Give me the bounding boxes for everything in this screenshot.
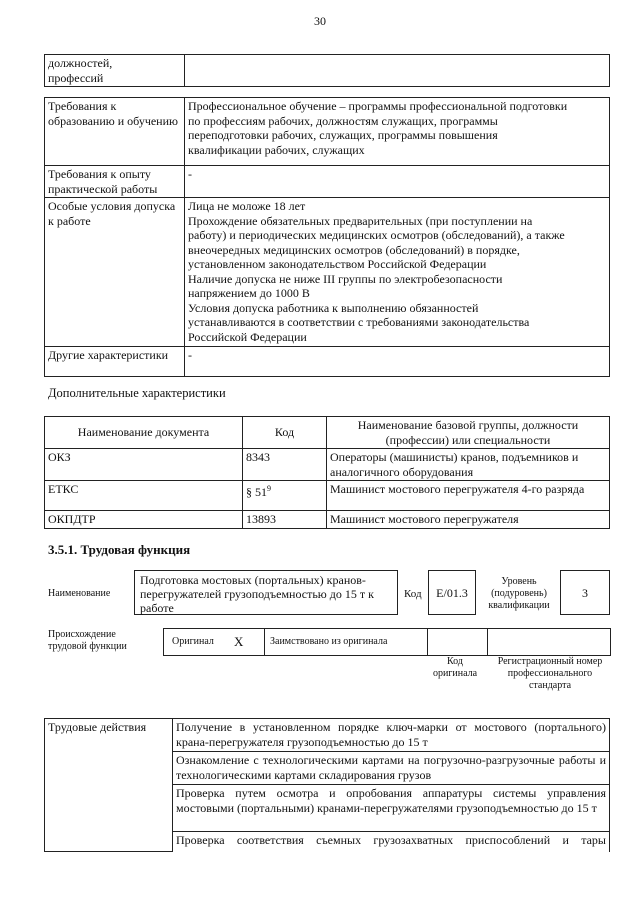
req-education-value — [185, 98, 610, 166]
table-row-code: § 51 — [246, 485, 267, 499]
action-item: Получение в установленном порядке ключ-марки от мостового (портального) крана-перегружателя грузоподъемностью до 15 т — [173, 719, 610, 752]
req-other-value: - — [185, 347, 610, 377]
req-special-label: Особые условия допуска к работе — [45, 198, 185, 347]
req-line: Российской Федерации — [188, 329, 307, 344]
additional-heading: Дополнительные характеристики — [48, 386, 226, 400]
req-experience-label: Требования к опыту практической работы — [45, 166, 185, 198]
additional-table — [44, 416, 610, 529]
code-value: E/01.3 — [436, 586, 468, 600]
code-value-box — [428, 570, 476, 615]
action-item: Проверка соответствия съемных грузозахватных приспособлений и тары — [173, 832, 610, 852]
code-label: Код — [404, 588, 422, 600]
req-line: Условия допуска работника к выполнению обязанностей — [188, 300, 479, 315]
req-line: работу) и периодических медицинских осмотров (обследований), а также — [188, 228, 565, 242]
name-value-box — [134, 570, 398, 615]
req-line: установленном законодательством Российской Федерации — [188, 257, 487, 271]
name-value: Подготовка мостовых (портальных) кранов-перегружателей грузоподъемностью до 15 т к работе — [140, 573, 374, 615]
name-label: Наименование — [48, 588, 111, 599]
borrowed-label: Заимствовано из оригинала — [270, 636, 388, 647]
table-row-name: Машинист мостового перегружателя — [327, 511, 610, 529]
level-value: 3 — [582, 586, 588, 600]
req-line: напряжением до 1000 В — [188, 286, 310, 300]
req-education-label: Требования к образованию и обучению — [45, 98, 185, 166]
req-line: по профессиям рабочих, должностям служащих, программы — [188, 113, 498, 128]
top-continuation-table — [44, 54, 610, 87]
top-table-right-cell — [185, 55, 610, 87]
table-row-doc: ОКЗ — [45, 449, 243, 481]
original-label: Оригинал — [172, 636, 214, 647]
req-other-label: Другие характеристики — [45, 347, 185, 377]
requirements-table — [44, 97, 610, 377]
origin-box — [163, 628, 611, 656]
table-row-doc: ОКПДТР — [45, 511, 243, 529]
borrowed-cell — [264, 629, 428, 655]
col-header-document: Наименование документа — [45, 417, 243, 449]
req-line: устанавливаются в соответствии с требованиями законодательства — [188, 315, 530, 329]
req-special-value — [185, 198, 610, 347]
action-item: Проверка путем осмотра и опробования аппаратуры системы управления мостовыми (портальными) кранами-перегружателями грузоподъемностью до 15 т — [173, 785, 610, 832]
original-cell — [164, 629, 265, 655]
req-experience-value: - — [185, 166, 610, 198]
table-row-code-cell — [243, 481, 327, 511]
actions-label: Трудовые действия — [45, 719, 173, 852]
table-row-code: 8343 — [243, 449, 327, 481]
req-line: Прохождение обязательных предварительных (при поступлении на — [188, 213, 533, 228]
page-number: 30 — [314, 14, 326, 28]
table-row-name: Операторы (машинисты) кранов, подъемников и аналогичного оборудования — [327, 449, 610, 481]
req-line: квалификации рабочих, служащих — [188, 142, 365, 157]
labor-function-title: 3.5.1. Трудовая функция — [48, 542, 191, 557]
action-item: Ознакомление с технологическими картами на погрузочно-разгрузочные работы и технологическими картами складирования грузов — [173, 752, 610, 785]
level-value-box — [560, 570, 610, 615]
labor-actions-table — [44, 718, 610, 852]
table-row-code-sup: 9 — [267, 484, 271, 493]
table-row-name: Машинист мостового перегружателя 4-го разряда — [327, 481, 610, 511]
req-line: Лица не моложе 18 лет — [188, 199, 306, 213]
reg-number-label: Регистрационный номер профессионального стандарта — [497, 656, 603, 691]
col-header-group: Наименование базовой группы, должности (профессии) или специальности — [327, 417, 610, 449]
col-header-code: Код — [243, 417, 327, 449]
top-table-left-cell: должностей, профессий — [45, 55, 185, 87]
req-line: внеочередных медицинских осмотров (обследований) в порядке, — [188, 242, 520, 257]
req-line: Наличие допуска не ниже III группы по электробезопасности — [188, 271, 503, 286]
code-original-cell — [427, 629, 488, 655]
original-mark: X — [234, 634, 244, 649]
level-label: Уровень (подуровень) квалификации — [488, 576, 550, 611]
code-original-label: Код оригинала — [432, 656, 478, 679]
req-line: переподготовки рабочих, служащих, программы повышения — [188, 128, 498, 142]
origin-label: Происхождение трудовой функции — [48, 629, 127, 652]
req-line: Профессиональное обучение – программы профессиональной подготовки — [188, 99, 568, 113]
table-row-doc: ЕТКС — [45, 481, 243, 511]
table-row-code: 13893 — [243, 511, 327, 529]
